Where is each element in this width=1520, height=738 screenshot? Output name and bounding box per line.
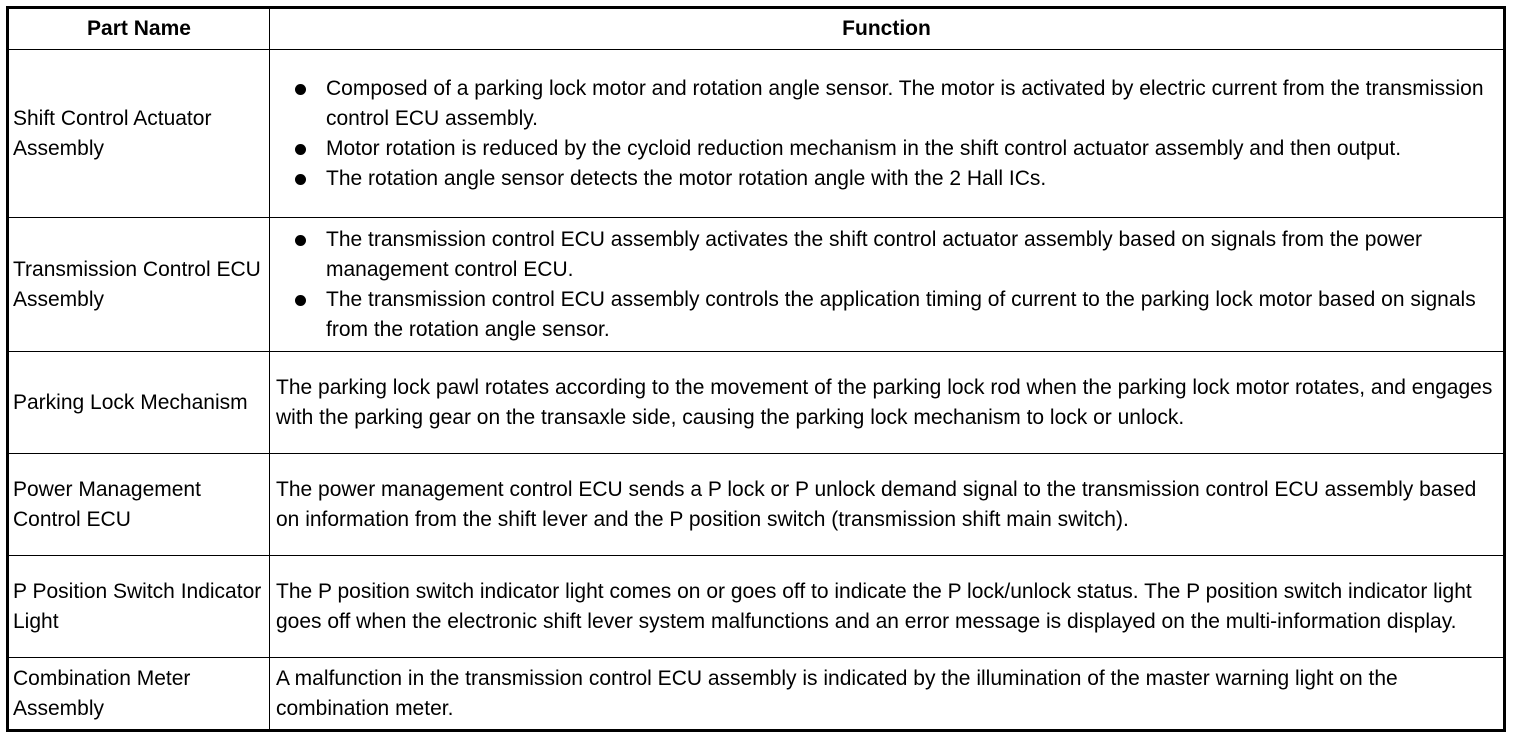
bullet-text: The rotation angle sensor detects the motor rotation angle with the 2 Hall ICs.: [326, 166, 1047, 190]
function-cell: The power management control ECU sends a P lock or P unlock demand signal to the transmission control ECU assembly based on information from the shift lever and the P position switch (transmission shift main switch).: [270, 454, 1504, 556]
part-name-cell: Combination Meter Assembly: [9, 658, 270, 730]
bullet-dot-icon: [295, 174, 306, 185]
list-item: [276, 225, 1499, 285]
bullet-dot-icon: [295, 144, 306, 155]
table-row: [9, 658, 1504, 730]
bullet-text: The transmission control ECU assembly activates the shift control actuator assembly based on signals from the power management control ECU.: [326, 227, 1422, 281]
function-bullet-list: [276, 225, 1499, 345]
bullet-dot-icon: [295, 295, 306, 306]
table-row: [9, 50, 1504, 218]
function-cell: [270, 218, 1504, 352]
column-header-part-name: Part Name: [9, 9, 270, 50]
function-bullet-list: [276, 74, 1499, 194]
bullet-text: Composed of a parking lock motor and rotation angle sensor. The motor is activated by electric current from the transmission control ECU assembly.: [326, 76, 1484, 130]
list-item: [276, 134, 1499, 164]
part-name-cell: Shift Control Actuator Assembly: [9, 50, 270, 218]
bullet-dot-icon: [295, 235, 306, 246]
table-header-row: [9, 9, 1504, 50]
bullet-dot-icon: [295, 84, 306, 95]
list-item: [276, 164, 1499, 194]
table-row: [9, 218, 1504, 352]
function-cell: The parking lock pawl rotates according to the movement of the parking lock rod when the parking lock motor rotates, and engages with the parking gear on the transaxle side, causing the parking lock mechanism to lock or unlock.: [270, 352, 1504, 454]
parts-function-table-frame: [6, 6, 1506, 732]
parts-function-table: [8, 8, 1504, 730]
list-item: [276, 74, 1499, 134]
bullet-text: The transmission control ECU assembly controls the application timing of current to the parking lock motor based on signals from the rotation angle sensor.: [326, 287, 1476, 341]
table-row: [9, 454, 1504, 556]
part-name-cell: Transmission Control ECU Assembly: [9, 218, 270, 352]
part-name-cell: Power Management Control ECU: [9, 454, 270, 556]
part-name-cell: P Position Switch Indicator Light: [9, 556, 270, 658]
function-cell: [270, 50, 1504, 218]
list-item: [276, 285, 1499, 345]
table-row: [9, 556, 1504, 658]
function-cell: A malfunction in the transmission control ECU assembly is indicated by the illumination of the master warning light on the combination meter.: [270, 658, 1504, 730]
function-cell: The P position switch indicator light comes on or goes off to indicate the P lock/unlock status. The P position switch indicator light goes off when the electronic shift lever system malfunctions and an error message is displayed on the multi-information display.: [270, 556, 1504, 658]
bullet-text: Motor rotation is reduced by the cycloid reduction mechanism in the shift control actuator assembly and then output.: [326, 136, 1402, 160]
column-header-function: Function: [270, 9, 1504, 50]
part-name-cell: Parking Lock Mechanism: [9, 352, 270, 454]
table-row: [9, 352, 1504, 454]
